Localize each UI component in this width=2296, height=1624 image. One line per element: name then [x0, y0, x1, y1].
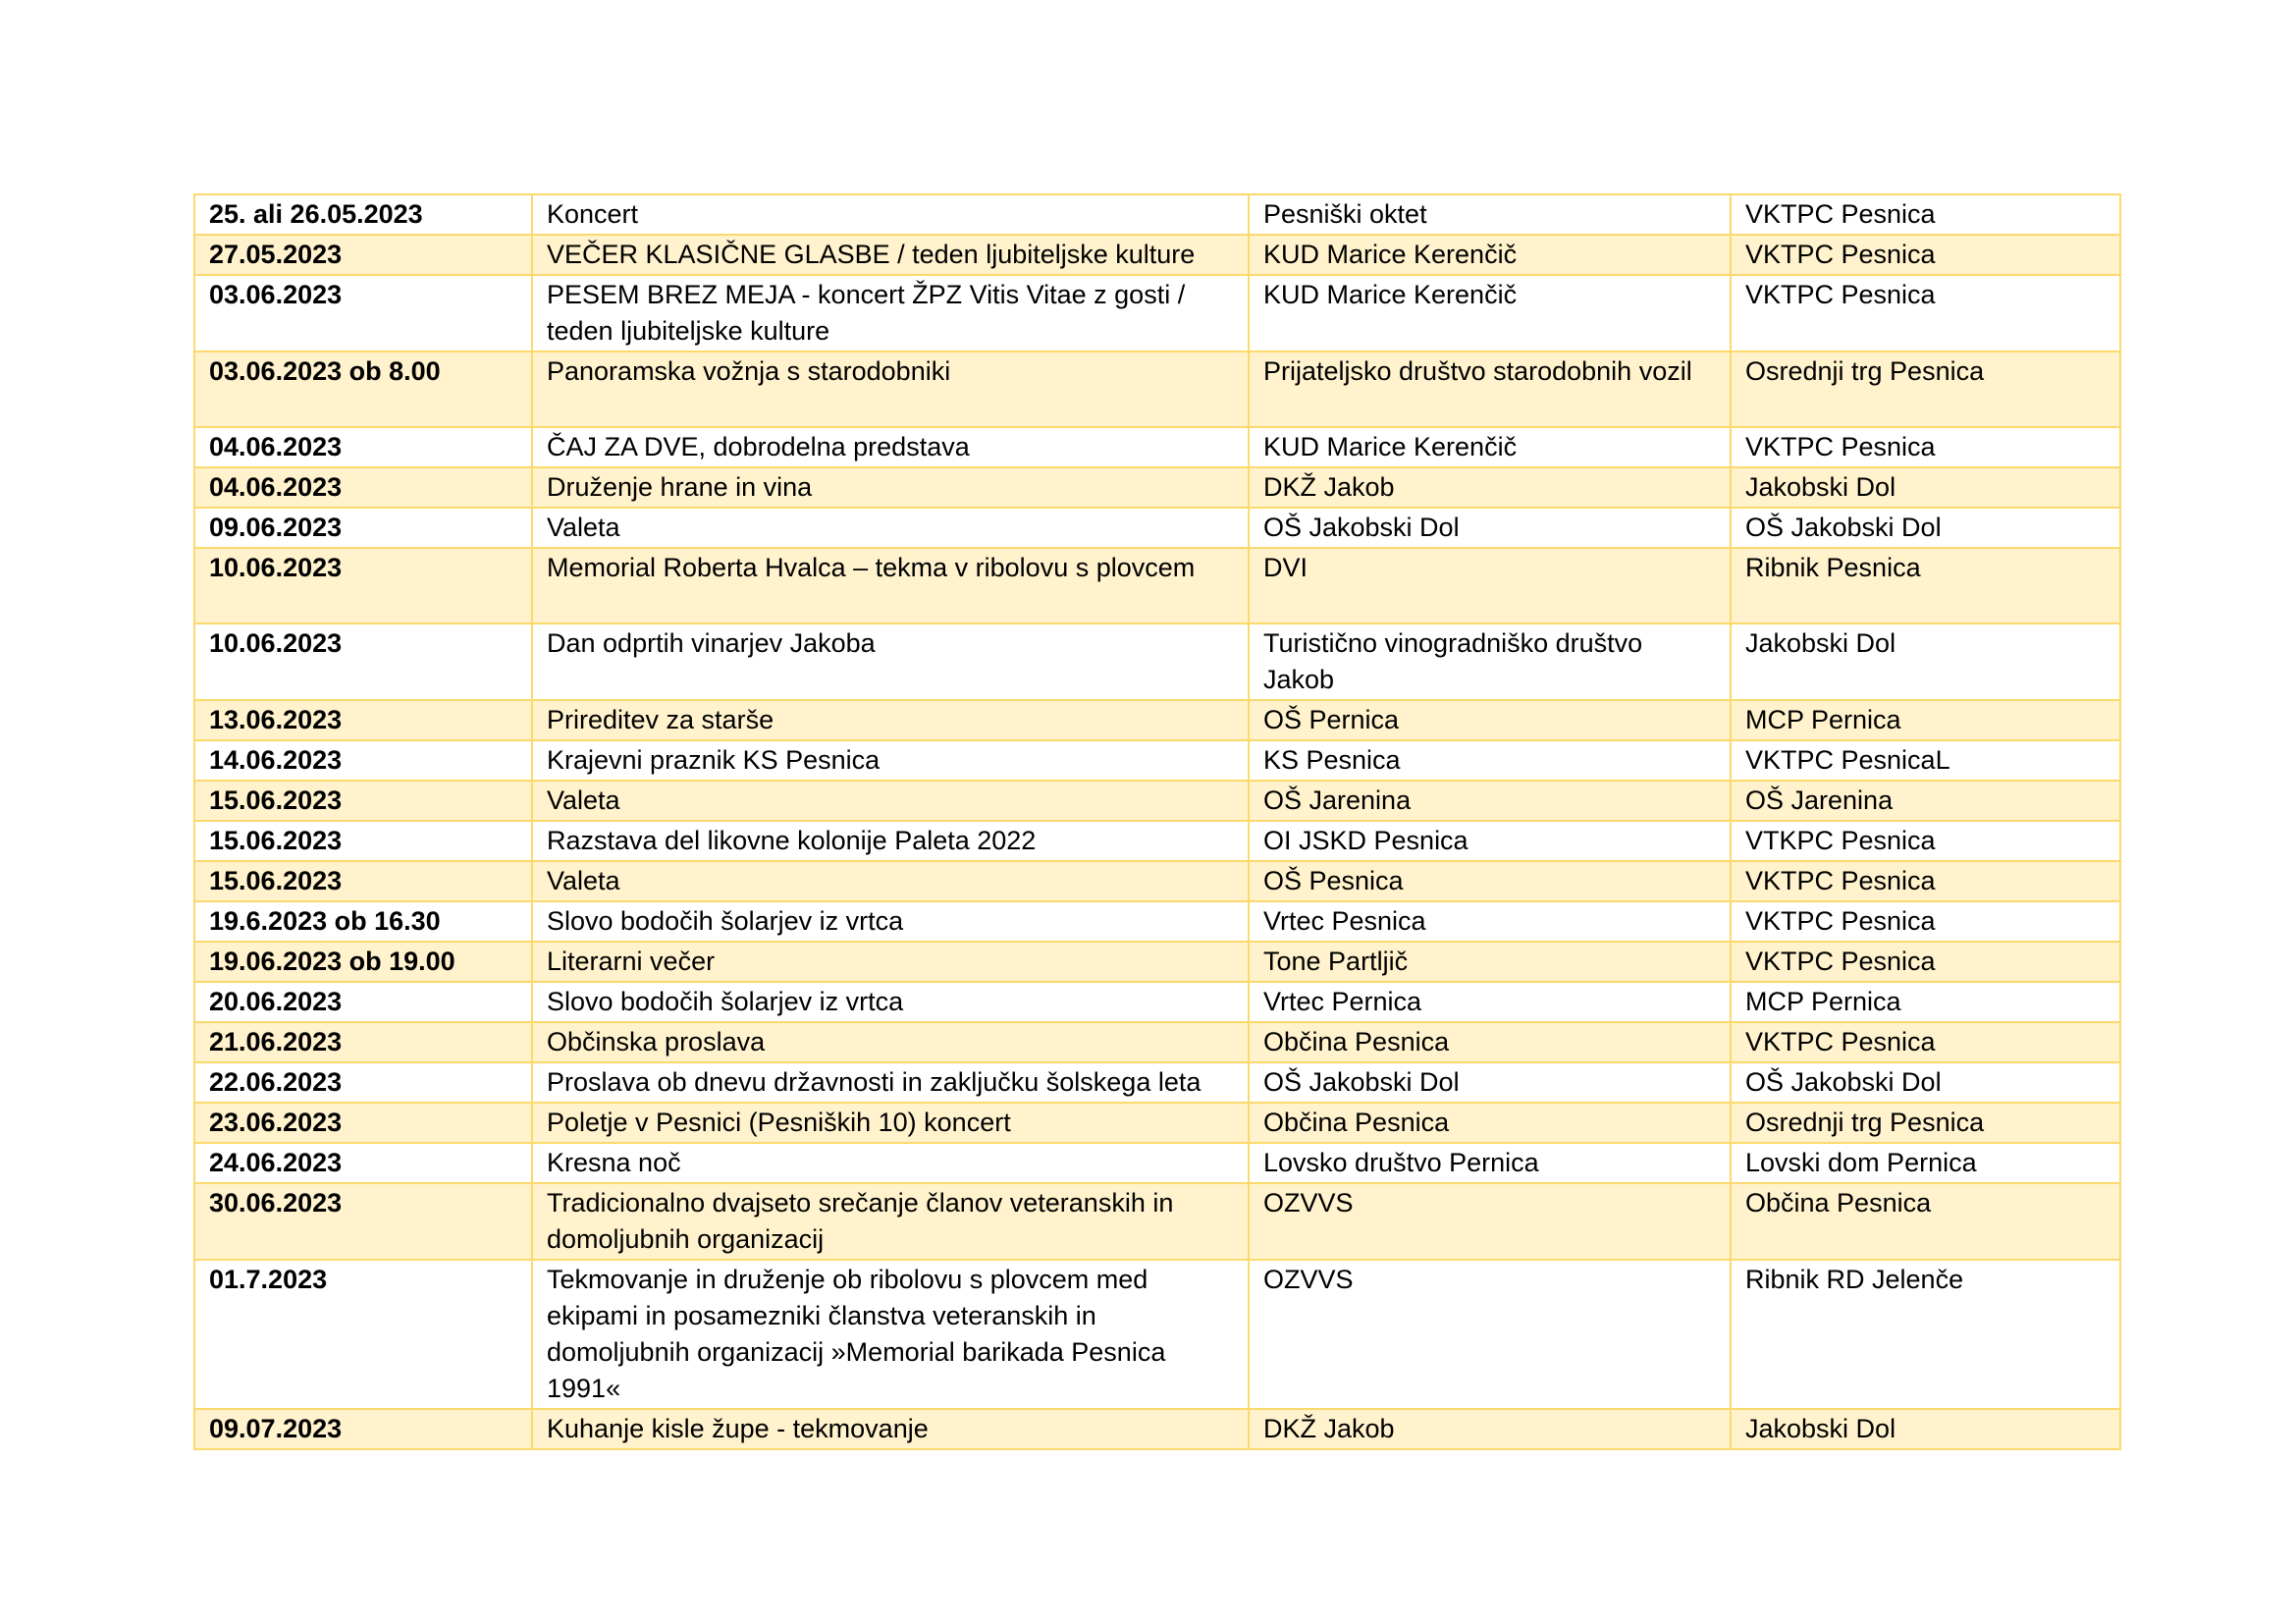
location-cell: VKTPC Pesnica	[1731, 275, 2120, 352]
location-cell: VKTPC PesnicaL	[1731, 740, 2120, 781]
organizer-cell: KUD Marice Kerenčič	[1249, 275, 1731, 352]
organizer-cell: Občina Pesnica	[1249, 1022, 1731, 1062]
organizer-cell: DKŽ Jakob	[1249, 1409, 1731, 1449]
table-row	[194, 427, 2120, 467]
table-row	[194, 1260, 2120, 1409]
date-cell: 03.06.2023 ob 8.00	[194, 352, 532, 427]
table-row	[194, 1143, 2120, 1183]
organizer-cell: OZVVS	[1249, 1183, 1731, 1260]
table-row	[194, 508, 2120, 548]
event-cell: Kresna noč	[532, 1143, 1249, 1183]
event-cell: Proslava ob dnevu državnosti in zaključku šolskega leta	[532, 1062, 1249, 1103]
event-cell: Občinska proslava	[532, 1022, 1249, 1062]
date-cell: 21.06.2023	[194, 1022, 532, 1062]
event-cell: Memorial Roberta Hvalca – tekma v ribolovu s plovcem	[532, 548, 1249, 623]
event-cell: Literarni večer	[532, 942, 1249, 982]
event-cell: PESEM BREZ MEJA - koncert ŽPZ Vitis Vitae z gosti / teden ljubiteljske kulture	[532, 275, 1249, 352]
date-cell: 01.7.2023	[194, 1260, 532, 1409]
date-cell: 09.06.2023	[194, 508, 532, 548]
location-cell: Jakobski Dol	[1731, 467, 2120, 508]
event-cell: Poletje v Pesnici (Pesniških 10) koncert	[532, 1103, 1249, 1143]
location-cell: Jakobski Dol	[1731, 623, 2120, 700]
table-row	[194, 1183, 2120, 1260]
event-cell: Valeta	[532, 508, 1249, 548]
event-cell: Razstava del likovne kolonije Paleta 2022	[532, 821, 1249, 861]
organizer-cell: OŠ Pesnica	[1249, 861, 1731, 901]
event-cell: VEČER KLASIČNE GLASBE / teden ljubiteljske kulture	[532, 235, 1249, 275]
location-cell: OŠ Jakobski Dol	[1731, 508, 2120, 548]
location-cell: VKTPC Pesnica	[1731, 235, 2120, 275]
table-row	[194, 1103, 2120, 1143]
table-row	[194, 467, 2120, 508]
date-cell: 24.06.2023	[194, 1143, 532, 1183]
organizer-cell: Vrtec Pesnica	[1249, 901, 1731, 942]
table-row	[194, 1062, 2120, 1103]
table-row	[194, 235, 2120, 275]
location-cell: Lovski dom Pernica	[1731, 1143, 2120, 1183]
location-cell: Jakobski Dol	[1731, 1409, 2120, 1449]
date-cell: 30.06.2023	[194, 1183, 532, 1260]
event-cell: Dan odprtih vinarjev Jakoba	[532, 623, 1249, 700]
table-row	[194, 781, 2120, 821]
organizer-cell: DVI	[1249, 548, 1731, 623]
organizer-cell: KS Pesnica	[1249, 740, 1731, 781]
event-cell: Panoramska vožnja s starodobniki	[532, 352, 1249, 427]
location-cell: Občina Pesnica	[1731, 1183, 2120, 1260]
event-cell: Kuhanje kisle župe - tekmovanje	[532, 1409, 1249, 1449]
organizer-cell: Tone Partljič	[1249, 942, 1731, 982]
date-cell: 10.06.2023	[194, 548, 532, 623]
organizer-cell: OŠ Jakobski Dol	[1249, 1062, 1731, 1103]
organizer-cell: OŠ Pernica	[1249, 700, 1731, 740]
location-cell: OŠ Jarenina	[1731, 781, 2120, 821]
location-cell: VKTPC Pesnica	[1731, 901, 2120, 942]
organizer-cell: Prijateljsko društvo starodobnih vozil	[1249, 352, 1731, 427]
event-cell: Krajevni praznik KS Pesnica	[532, 740, 1249, 781]
table-row	[194, 942, 2120, 982]
event-cell: Valeta	[532, 861, 1249, 901]
table-row	[194, 623, 2120, 700]
table-row	[194, 982, 2120, 1022]
date-cell: 19.6.2023 ob 16.30	[194, 901, 532, 942]
date-cell: 15.06.2023	[194, 781, 532, 821]
organizer-cell: OI JSKD Pesnica	[1249, 821, 1731, 861]
date-cell: 09.07.2023	[194, 1409, 532, 1449]
date-cell: 04.06.2023	[194, 427, 532, 467]
table-row	[194, 194, 2120, 235]
table-row	[194, 1409, 2120, 1449]
event-cell: Koncert	[532, 194, 1249, 235]
organizer-cell: Vrtec Pernica	[1249, 982, 1731, 1022]
date-cell: 15.06.2023	[194, 821, 532, 861]
organizer-cell: OŠ Jarenina	[1249, 781, 1731, 821]
event-cell: Druženje hrane in vina	[532, 467, 1249, 508]
organizer-cell: KUD Marice Kerenčič	[1249, 235, 1731, 275]
organizer-cell: DKŽ Jakob	[1249, 467, 1731, 508]
table-row	[194, 861, 2120, 901]
table-row	[194, 821, 2120, 861]
event-cell: Valeta	[532, 781, 1249, 821]
table-row	[194, 700, 2120, 740]
table-row	[194, 352, 2120, 427]
event-cell: Tekmovanje in druženje ob ribolovu s plovcem med ekipami in posamezniki članstva veteranskih in domoljubnih organizacij »Memorial barikada Pesnica 1991«	[532, 1260, 1249, 1409]
location-cell: Ribnik RD Jelenče	[1731, 1260, 2120, 1409]
event-cell: Slovo bodočih šolarjev iz vrtca	[532, 982, 1249, 1022]
organizer-cell: Pesniški oktet	[1249, 194, 1731, 235]
table-row	[194, 740, 2120, 781]
date-cell: 27.05.2023	[194, 235, 532, 275]
location-cell: MCP Pernica	[1731, 700, 2120, 740]
organizer-cell: KUD Marice Kerenčič	[1249, 427, 1731, 467]
organizer-cell: OZVVS	[1249, 1260, 1731, 1409]
location-cell: VKTPC Pesnica	[1731, 427, 2120, 467]
location-cell: VKTPC Pesnica	[1731, 942, 2120, 982]
date-cell: 03.06.2023	[194, 275, 532, 352]
location-cell: VTKPC Pesnica	[1731, 821, 2120, 861]
organizer-cell: Lovsko društvo Pernica	[1249, 1143, 1731, 1183]
location-cell: Ribnik Pesnica	[1731, 548, 2120, 623]
organizer-cell: Občina Pesnica	[1249, 1103, 1731, 1143]
table-row	[194, 1022, 2120, 1062]
location-cell: OŠ Jakobski Dol	[1731, 1062, 2120, 1103]
date-cell: 15.06.2023	[194, 861, 532, 901]
date-cell: 19.06.2023 ob 19.00	[194, 942, 532, 982]
event-cell: Slovo bodočih šolarjev iz vrtca	[532, 901, 1249, 942]
events-table-body	[194, 194, 2120, 1449]
date-cell: 20.06.2023	[194, 982, 532, 1022]
location-cell: VKTPC Pesnica	[1731, 861, 2120, 901]
event-cell: Prireditev za starše	[532, 700, 1249, 740]
location-cell: Osrednji trg Pesnica	[1731, 352, 2120, 427]
location-cell: VKTPC Pesnica	[1731, 1022, 2120, 1062]
date-cell: 04.06.2023	[194, 467, 532, 508]
location-cell: Osrednji trg Pesnica	[1731, 1103, 2120, 1143]
date-cell: 13.06.2023	[194, 700, 532, 740]
location-cell: VKTPC Pesnica	[1731, 194, 2120, 235]
events-table	[193, 193, 2121, 1450]
table-row	[194, 901, 2120, 942]
date-cell: 10.06.2023	[194, 623, 532, 700]
organizer-cell: Turistično vinogradniško društvo Jakob	[1249, 623, 1731, 700]
organizer-cell: OŠ Jakobski Dol	[1249, 508, 1731, 548]
date-cell: 14.06.2023	[194, 740, 532, 781]
date-cell: 22.06.2023	[194, 1062, 532, 1103]
date-cell: 25. ali 26.05.2023	[194, 194, 532, 235]
event-cell: Tradicionalno dvajseto srečanje članov veteranskih in domoljubnih organizacij	[532, 1183, 1249, 1260]
table-row	[194, 548, 2120, 623]
event-cell: ČAJ ZA DVE, dobrodelna predstava	[532, 427, 1249, 467]
table-row	[194, 275, 2120, 352]
location-cell: MCP Pernica	[1731, 982, 2120, 1022]
date-cell: 23.06.2023	[194, 1103, 532, 1143]
